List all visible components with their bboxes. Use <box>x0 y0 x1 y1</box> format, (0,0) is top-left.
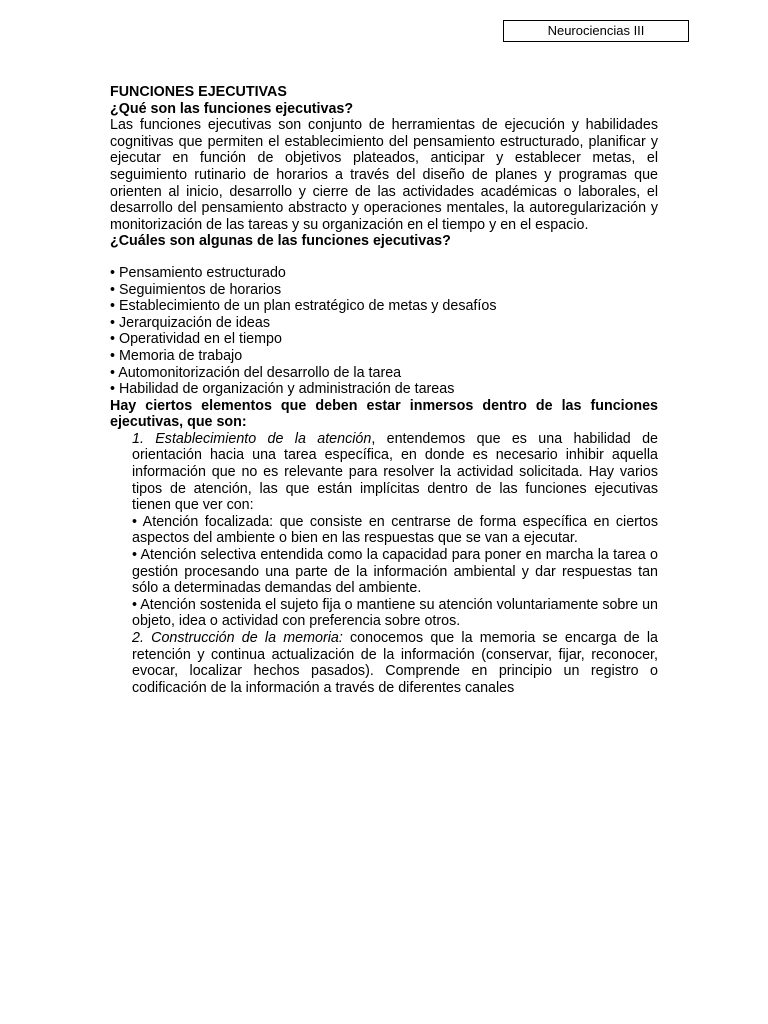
element-item-attention-text: , entendemos que es una habilidad de orientación hacia una tarea específica, en donde es necesario inhibir aquella información que no es relevante para resolver la actividad solicitada. Hay varios tipos de atención, las que están implícitas dentro de las funciones ejecutivas tienen que ver con: <box>132 430 658 514</box>
definition-paragraph: Las funciones ejecutivas son conjunto de herramientas de ejecución y habilidades cognitivas que permiten el establecimiento del pensamiento estructurado, planificar y ejecutar en función de objetivos plateados, anticipar y establecer metas, el seguimiento rutinario de horarios a través del diseño de planes y programas que orienten al inicio, desarrollo y cierre de las actividades académicas o laborales, el desarrollo del pensamiento abstracto y operaciones mentales, la autoregularización y monitorización de las tareas y su organización en el tiempo y en el espacio. <box>110 117 658 233</box>
attention-sustained: • Atención sostenida el sujeto fija o mantiene su atención voluntariamente sobre un objeto, idea o actividad con preferencia sobre otros. <box>132 596 658 630</box>
element-item-memory-title: 2. Construcción de la memoria: <box>132 630 343 646</box>
question-heading-2: ¿Cuáles son algunas de las funciones ejecutivas? <box>110 233 451 250</box>
elements-section <box>110 431 658 697</box>
list-item: • Memoria de trabajo <box>110 347 243 364</box>
list-item: • Operatividad en el tiempo <box>110 331 282 348</box>
elements-heading: Hay ciertos elementos que deben estar inmersos dentro de las funciones ejecutivas, que son: <box>110 397 658 431</box>
element-item-attention <box>132 431 658 514</box>
list-item: • Pensamiento estructurado <box>110 264 286 281</box>
element-item-attention-title: 1. Establecimiento de la atención <box>132 430 372 447</box>
header-course-box <box>503 20 689 42</box>
question-heading-1: ¿Qué son las funciones ejecutivas? <box>110 100 354 117</box>
list-item: • Establecimiento de un plan estratégico de metas y desafíos <box>110 298 497 315</box>
attention-selective: • Atención selectiva entendida como la capacidad para poner en marcha la tarea o gestión procesando una parte de la información ambiental y dar respuestas tan sólo a determinadas demandas del ambiente. <box>132 547 658 597</box>
document-body <box>110 84 658 696</box>
element-item-memory <box>132 630 658 696</box>
attention-focalized: • Atención focalizada: que consiste en centrarse de forma específica en ciertos aspectos del ambiente o bien en las respuestas que se van a ejecutar. <box>132 513 658 547</box>
header-course-label: Neurociencias III <box>547 23 645 38</box>
list-item: • Automonitorización del desarrollo de la tarea <box>110 364 402 381</box>
list-item: • Jerarquización de ideas <box>110 314 270 331</box>
element-item-memory-text: conocemos que la memoria se encarga de la retención y continua actualización de la información (conservar, fijar, reconocer, evocar, localizar hechos pasados). Comprende en principio un registro o codificación de la información a través de diferentes canales <box>132 630 658 696</box>
functions-list <box>110 265 658 398</box>
list-item: • Seguimientos de horarios <box>110 281 282 298</box>
list-item: • Habilidad de organización y administración de tareas <box>110 381 455 398</box>
document-title: FUNCIONES EJECUTIVAS <box>110 84 287 100</box>
